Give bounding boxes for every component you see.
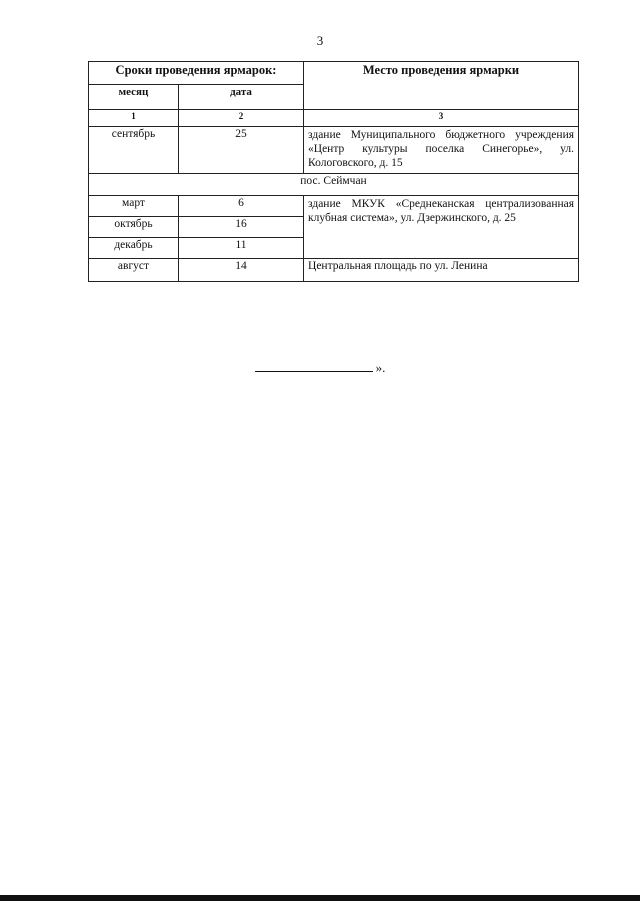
header-date: дата	[179, 85, 304, 110]
place-cell: здание МКУК «Среднеканская централизованная клубная система», ул. Дзержинского, д. 25	[304, 196, 579, 259]
date-cell: 14	[179, 259, 304, 282]
fair-schedule-table	[88, 61, 579, 282]
table-row	[89, 259, 579, 282]
scan-edge-bar	[0, 895, 640, 901]
column-number: 3	[304, 110, 579, 127]
closing-line	[0, 360, 640, 376]
table-row	[89, 127, 579, 174]
place-cell: здание Муниципального бюджетного учреждения «Центр культуры поселка Синегорье», ул. Кологовского, д. 15	[304, 127, 579, 174]
table-row	[89, 196, 579, 217]
place-cell: Центральная площадь по ул. Ленина	[304, 259, 579, 282]
table-header-row	[89, 62, 579, 85]
header-month: месяц	[89, 85, 179, 110]
header-place: Место проведения ярмарки	[304, 62, 579, 110]
month-cell: октябрь	[89, 217, 179, 238]
section-label: пос. Сеймчан	[89, 174, 579, 196]
month-cell: август	[89, 259, 179, 282]
month-cell: сентябрь	[89, 127, 179, 174]
date-cell: 11	[179, 238, 304, 259]
closing-mark: ».	[375, 360, 386, 375]
date-cell: 16	[179, 217, 304, 238]
column-number: 2	[179, 110, 304, 127]
signature-rule	[255, 371, 373, 372]
header-dates: Сроки проведения ярмарок:	[89, 62, 304, 85]
column-number: 1	[89, 110, 179, 127]
date-cell: 6	[179, 196, 304, 217]
column-number-row	[89, 110, 579, 127]
date-cell: 25	[179, 127, 304, 174]
month-cell: март	[89, 196, 179, 217]
month-cell: декабрь	[89, 238, 179, 259]
page-number: 3	[316, 33, 324, 48]
section-row	[89, 174, 579, 196]
